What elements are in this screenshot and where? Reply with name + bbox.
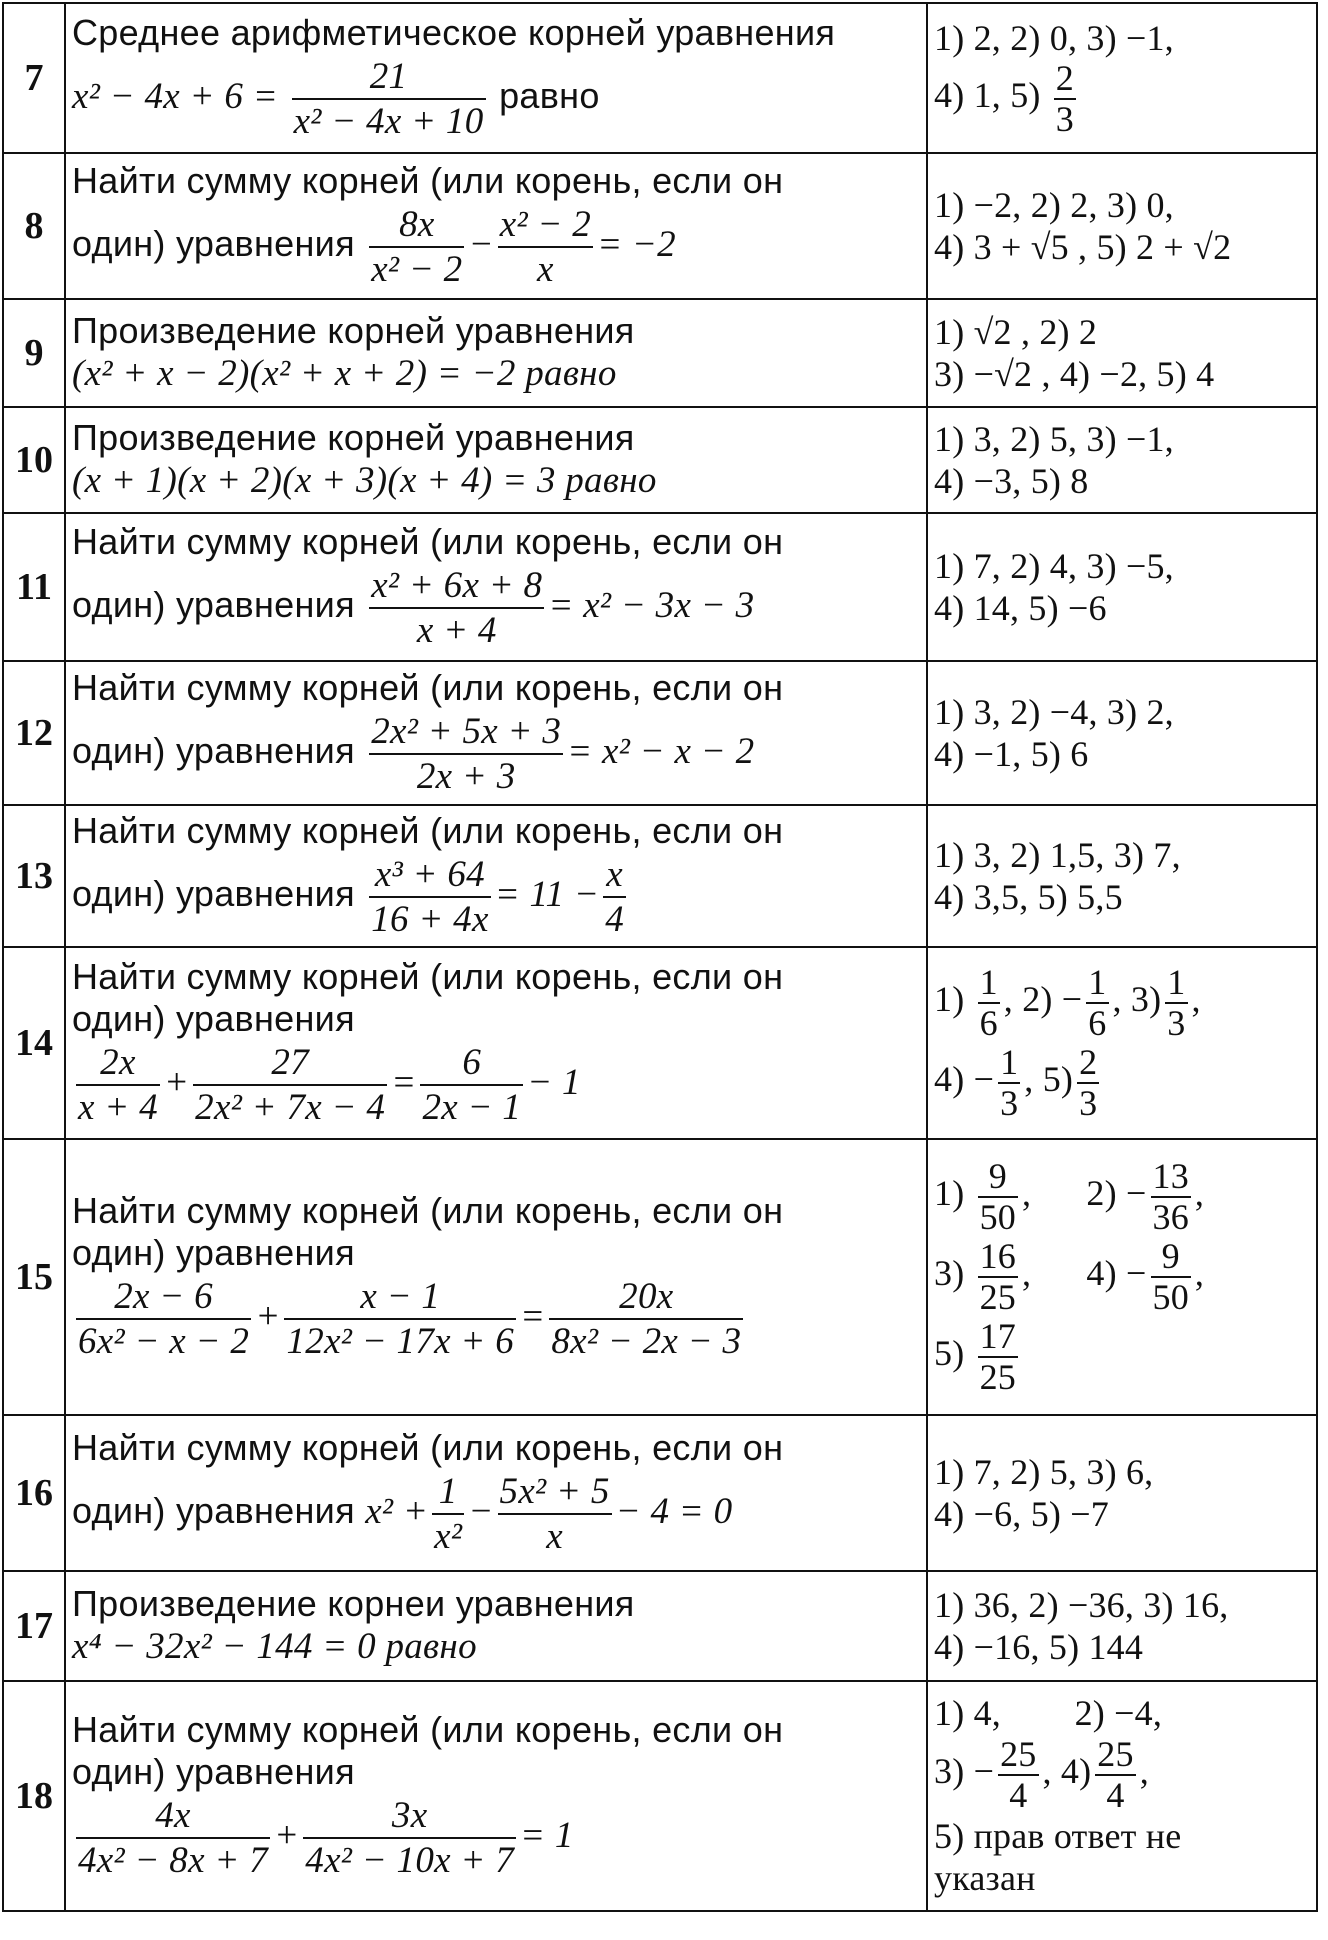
fraction-denominator: 12x² − 17x + 6 (284, 1318, 516, 1364)
problem-line: Найти сумму корней (или корень, если он (72, 1427, 784, 1469)
equation-part: = x² − x − 2 (567, 730, 755, 772)
answer-text: , 5) (1024, 1059, 1074, 1100)
answer-text: , 2) − (1003, 979, 1083, 1020)
answer-options (927, 407, 1317, 513)
equation: x⁴ − 32x² − 144 = 0 равно (72, 1626, 477, 1668)
problem-text (65, 947, 927, 1139)
fraction (603, 853, 626, 942)
equation (72, 710, 920, 799)
fraction-numerator: 1 (979, 962, 998, 1003)
fraction (1095, 1735, 1135, 1815)
fraction-denominator: 50 (979, 1197, 1016, 1238)
answer-text: 1) (934, 979, 965, 1020)
equation-part: + (163, 1061, 190, 1103)
equation (72, 203, 920, 292)
problem-line: Среднее арифметическое корней уравнения (72, 12, 836, 54)
problem-line: Найти сумму корней (или корень, если он (72, 1189, 784, 1231)
answer-options (927, 299, 1317, 407)
equation (72, 564, 920, 653)
equation-part: = 11 − (494, 873, 600, 915)
fraction-numerator: 1 (1088, 962, 1107, 1003)
problem-line: Произведение корнеи уравнения (72, 1582, 635, 1624)
equation (72, 1470, 920, 1559)
problem-text (65, 661, 927, 805)
problem-line: Произведение корней уравнения (72, 416, 635, 458)
problem-number: 15 (3, 1139, 65, 1415)
fraction-denominator: x (498, 246, 593, 292)
fraction-denominator: 4x² − 10x + 7 (303, 1837, 516, 1883)
fraction-numerator: 21 (369, 55, 408, 97)
fraction (303, 1794, 516, 1883)
answer-options (927, 661, 1317, 805)
problem-number: 10 (3, 407, 65, 513)
fraction-denominator: 3 (1000, 1082, 1019, 1123)
answer-line (934, 59, 1310, 139)
equation-prefix: один) уравнения (72, 583, 355, 625)
equation-part: = −2 (597, 223, 676, 265)
answer-line (934, 1043, 1310, 1123)
fraction-denominator: 6 (979, 1003, 998, 1044)
fraction (292, 55, 486, 144)
fraction-denominator: x² − 2 (369, 246, 464, 292)
problem-line: Произведение корней уравнения (72, 309, 635, 351)
fraction-numerator: x (606, 853, 623, 895)
answer-text: , 3) (1112, 979, 1162, 1020)
fraction (549, 1275, 743, 1364)
answer-options (927, 1139, 1317, 1415)
problem-line: один) уравнения (72, 1751, 355, 1793)
answer-line: 1) 2, 2) 0, 3) −1, (934, 17, 1174, 58)
answer-options (927, 1415, 1317, 1571)
fraction-denominator: x² − 4x + 10 (292, 98, 486, 144)
table-row (3, 153, 1317, 299)
fraction (1077, 1043, 1099, 1123)
problem-text (65, 805, 927, 947)
problem-text (65, 3, 927, 153)
equation-part: + (273, 1814, 300, 1856)
fraction-denominator: 25 (979, 1356, 1016, 1397)
answer-line: 3) −√2 , 4) −2, 5) 4 (934, 354, 1215, 394)
fraction-denominator: x² (432, 1513, 464, 1559)
answer-text: 4) − (934, 1059, 995, 1100)
problem-number: 9 (3, 299, 65, 407)
fraction (978, 963, 1000, 1043)
problem-number: 7 (3, 3, 65, 153)
problem-text (65, 407, 927, 513)
answer-options (927, 947, 1317, 1139)
table-row (3, 661, 1317, 805)
equation-part: = (391, 1061, 417, 1103)
table-row (3, 407, 1317, 513)
fraction-denominator: 2x² + 7x − 4 (193, 1084, 387, 1130)
problem-number: 16 (3, 1415, 65, 1571)
fraction (498, 1470, 612, 1559)
answer-options (927, 805, 1317, 947)
fraction-denominator: x + 4 (369, 607, 544, 653)
fraction-numerator: x² − 2 (499, 203, 592, 245)
fraction (1151, 1157, 1191, 1237)
equation-prefix: один) уравнения (72, 872, 355, 914)
answer-options (927, 513, 1317, 661)
fraction (978, 1157, 1018, 1237)
fraction-numerator: 13 (1152, 1156, 1189, 1197)
answer-line (934, 1157, 1310, 1237)
fraction (498, 203, 593, 292)
equation-part: + (255, 1295, 281, 1337)
answer-line: 4) 3 + √5 , 5) 2 + √2 (934, 227, 1232, 267)
fraction-denominator: 50 (1152, 1277, 1189, 1317)
problem-number: 12 (3, 661, 65, 805)
equation-part: = (520, 1295, 546, 1337)
fraction-numerator: 2x (100, 1041, 136, 1083)
answer-text: , 2) − (1022, 1173, 1147, 1214)
fraction-numerator: x² + 6x + 8 (371, 564, 543, 606)
answer-text: , (1194, 1173, 1205, 1214)
fraction-denominator: 4 (603, 896, 626, 942)
equation (72, 1794, 920, 1883)
equation-part: − 1 (527, 1061, 581, 1103)
fraction (369, 564, 544, 653)
fraction (998, 1043, 1020, 1123)
problem-line: один) уравнения (72, 1232, 355, 1274)
fraction (76, 1275, 251, 1364)
fraction-denominator: 4x² − 8x + 7 (76, 1837, 270, 1883)
fraction-denominator: 16 + 4x (369, 896, 491, 942)
answer-line (934, 1735, 1310, 1815)
problem-text (65, 1681, 927, 1911)
fraction (193, 1041, 387, 1130)
fraction-numerator: 3x (391, 1794, 428, 1836)
equation-prefix: один) уравнения (72, 1489, 355, 1531)
fraction-denominator: x (498, 1513, 612, 1559)
fraction-numerator: 1 (1167, 962, 1186, 1003)
equation-part: x² + (365, 1490, 429, 1532)
fraction (1054, 59, 1076, 139)
answer-line: 4) −6, 5) −7 (934, 1494, 1109, 1534)
fraction (420, 1041, 523, 1130)
fraction-denominator: 3 (1055, 99, 1074, 140)
fraction-numerator: 1 (438, 1470, 458, 1512)
fraction-numerator: 2 (1055, 58, 1074, 99)
problem-line: Найти сумму корней (или корень, если он (72, 160, 784, 202)
fraction-numerator: 1 (1000, 1042, 1019, 1082)
problem-number: 11 (3, 513, 65, 661)
fraction-denominator: 4 (1095, 1774, 1135, 1815)
answer-line: 1) 3, 2) −4, 3) 2, (934, 691, 1174, 732)
table-row (3, 1139, 1317, 1415)
answer-text: 1) (934, 1173, 965, 1214)
fraction-numerator: 6 (462, 1041, 482, 1083)
answer-text: , 4) − (1022, 1253, 1147, 1294)
fraction (76, 1041, 160, 1130)
answer-line: указан (934, 1858, 1036, 1899)
problem-number: 17 (3, 1571, 65, 1681)
equation-part: − (468, 223, 494, 265)
answer-text: , 4) (1042, 1751, 1092, 1792)
problem-text (65, 1415, 927, 1571)
table-row (3, 1415, 1317, 1571)
fraction-denominator: 6 (1088, 1003, 1107, 1044)
fraction (369, 853, 491, 942)
problem-line: Найти сумму корней (или корень, если он (72, 521, 784, 563)
answer-line: 1) √2 , 2) 2 (934, 311, 1098, 352)
answer-line: 5) прав ответ не (934, 1815, 1182, 1856)
answer-text: 4) 1, 5) (934, 75, 1041, 116)
answer-line: 1) 7, 2) 5, 3) 6, (934, 1451, 1154, 1492)
table-row (3, 1681, 1317, 1911)
equation (72, 1041, 920, 1130)
fraction-denominator: 8x² − 2x − 3 (549, 1318, 743, 1364)
answer-line (934, 1317, 1310, 1397)
answer-text: , (1194, 1253, 1205, 1294)
fraction (1151, 1237, 1191, 1317)
fraction-denominator: 6x² − x − 2 (76, 1318, 251, 1364)
answer-options (927, 153, 1317, 299)
fraction-numerator: 2x² + 5x + 3 (371, 710, 562, 752)
equation-part: x² − 4x + 6 = (72, 75, 278, 117)
problem-line: Найти сумму корней (или корень, если он (72, 955, 784, 997)
equation-prefix: один) уравнения (72, 222, 355, 264)
fraction-numerator: 25 (1097, 1733, 1134, 1774)
fraction-numerator: 17 (979, 1315, 1016, 1356)
fraction-denominator: 2x − 1 (420, 1084, 523, 1130)
answer-line (934, 963, 1310, 1043)
fraction-numerator: x³ + 64 (374, 853, 485, 895)
answer-options (927, 3, 1317, 153)
fraction (76, 1794, 270, 1883)
answer-text: 3) (934, 1253, 965, 1294)
table-row (3, 513, 1317, 661)
problem-text (65, 299, 927, 407)
table-row (3, 1571, 1317, 1681)
fraction-numerator: 20x (619, 1275, 674, 1317)
fraction-numerator: 16 (979, 1236, 1016, 1277)
fraction-numerator: 25 (1000, 1733, 1037, 1774)
problem-line: Найти сумму корней (или корень, если он (72, 1708, 784, 1750)
equation-part: − 4 = 0 (615, 1490, 733, 1532)
fraction-denominator: 3 (1079, 1082, 1098, 1123)
fraction-numerator: 9 (1161, 1236, 1180, 1277)
fraction-numerator: 4x (155, 1794, 191, 1836)
equation-part: = 1 (520, 1814, 574, 1856)
equation: (x + 1)(x + 2)(x + 3)(x + 4) = 3 равно (72, 460, 657, 502)
problem-number: 8 (3, 153, 65, 299)
problem-text (65, 1139, 927, 1415)
equation (72, 55, 920, 144)
fraction (369, 710, 563, 799)
fraction (369, 203, 464, 292)
table-row (3, 805, 1317, 947)
test-table (2, 2, 1318, 1912)
fraction (978, 1237, 1018, 1317)
equation-part: равно (499, 74, 600, 116)
answer-line (934, 1237, 1310, 1317)
equation (72, 853, 920, 942)
answer-text: 3) − (934, 1751, 995, 1792)
fraction (1165, 963, 1187, 1043)
problem-line: Найти сумму корней (или корень, если он (72, 667, 784, 709)
fraction-numerator: 2x − 6 (114, 1275, 213, 1317)
fraction-denominator: x + 4 (76, 1084, 160, 1130)
table-row (3, 299, 1317, 407)
answer-line: 4) −16, 5) 144 (934, 1627, 1144, 1667)
problem-number: 13 (3, 805, 65, 947)
answer-line: 4) −1, 5) 6 (934, 734, 1089, 774)
problem-line: один) уравнения (72, 998, 355, 1040)
equation-part: − (468, 1490, 494, 1532)
fraction-numerator: x − 1 (360, 1275, 441, 1317)
answer-options (927, 1681, 1317, 1911)
problem-number: 14 (3, 947, 65, 1139)
answer-text: 5) (934, 1333, 965, 1374)
fraction-numerator: 9 (988, 1156, 1007, 1197)
fraction (432, 1470, 464, 1559)
answer-line: 1) 36, 2) −36, 3) 16, (934, 1584, 1229, 1625)
fraction-denominator: 25 (979, 1277, 1016, 1317)
answer-options (927, 1571, 1317, 1681)
problem-text (65, 153, 927, 299)
answer-line: 1) 7, 2) 4, 3) −5, (934, 545, 1174, 586)
fraction (978, 1317, 1018, 1397)
answer-text: , (1139, 1751, 1149, 1792)
equation: (x² + x − 2)(x² + x + 2) = −2 равно (72, 353, 617, 395)
equation-part: = x² − 3x − 3 (548, 584, 755, 626)
fraction (1086, 963, 1108, 1043)
fraction-numerator: 8x (399, 203, 435, 245)
answer-line: 1) 3, 2) 5, 3) −1, (934, 418, 1174, 459)
answer-line: 4) 14, 5) −6 (934, 588, 1107, 628)
fraction-numerator: 5x² + 5 (499, 1470, 610, 1512)
fraction (284, 1275, 516, 1364)
answer-text: , (1191, 979, 1201, 1020)
table-row (3, 3, 1317, 153)
answer-line: 4) 3,5, 5) 5,5 (934, 877, 1123, 917)
equation (72, 1275, 920, 1364)
problem-text (65, 513, 927, 661)
fraction-denominator: 36 (1152, 1197, 1189, 1238)
answer-line: 1) 3, 2) 1,5, 3) 7, (934, 834, 1181, 875)
fraction-denominator: 2x + 3 (369, 753, 563, 799)
answer-line: 1) −2, 2) 2, 3) 0, (934, 184, 1174, 225)
problem-number: 18 (3, 1681, 65, 1911)
fraction-numerator: 2 (1079, 1042, 1098, 1082)
fraction (998, 1735, 1038, 1815)
fraction-denominator: 3 (1167, 1003, 1186, 1044)
answer-line: 1) 4, 2) −4, (934, 1693, 1163, 1734)
table-row (3, 947, 1317, 1139)
fraction-denominator: 4 (998, 1774, 1038, 1815)
answer-line: 4) −3, 5) 8 (934, 461, 1089, 501)
problem-text (65, 1571, 927, 1681)
equation-prefix: один) уравнения (72, 729, 355, 771)
problem-line: Найти сумму корней (или корень, если он (72, 810, 784, 852)
fraction-numerator: 27 (271, 1041, 309, 1083)
